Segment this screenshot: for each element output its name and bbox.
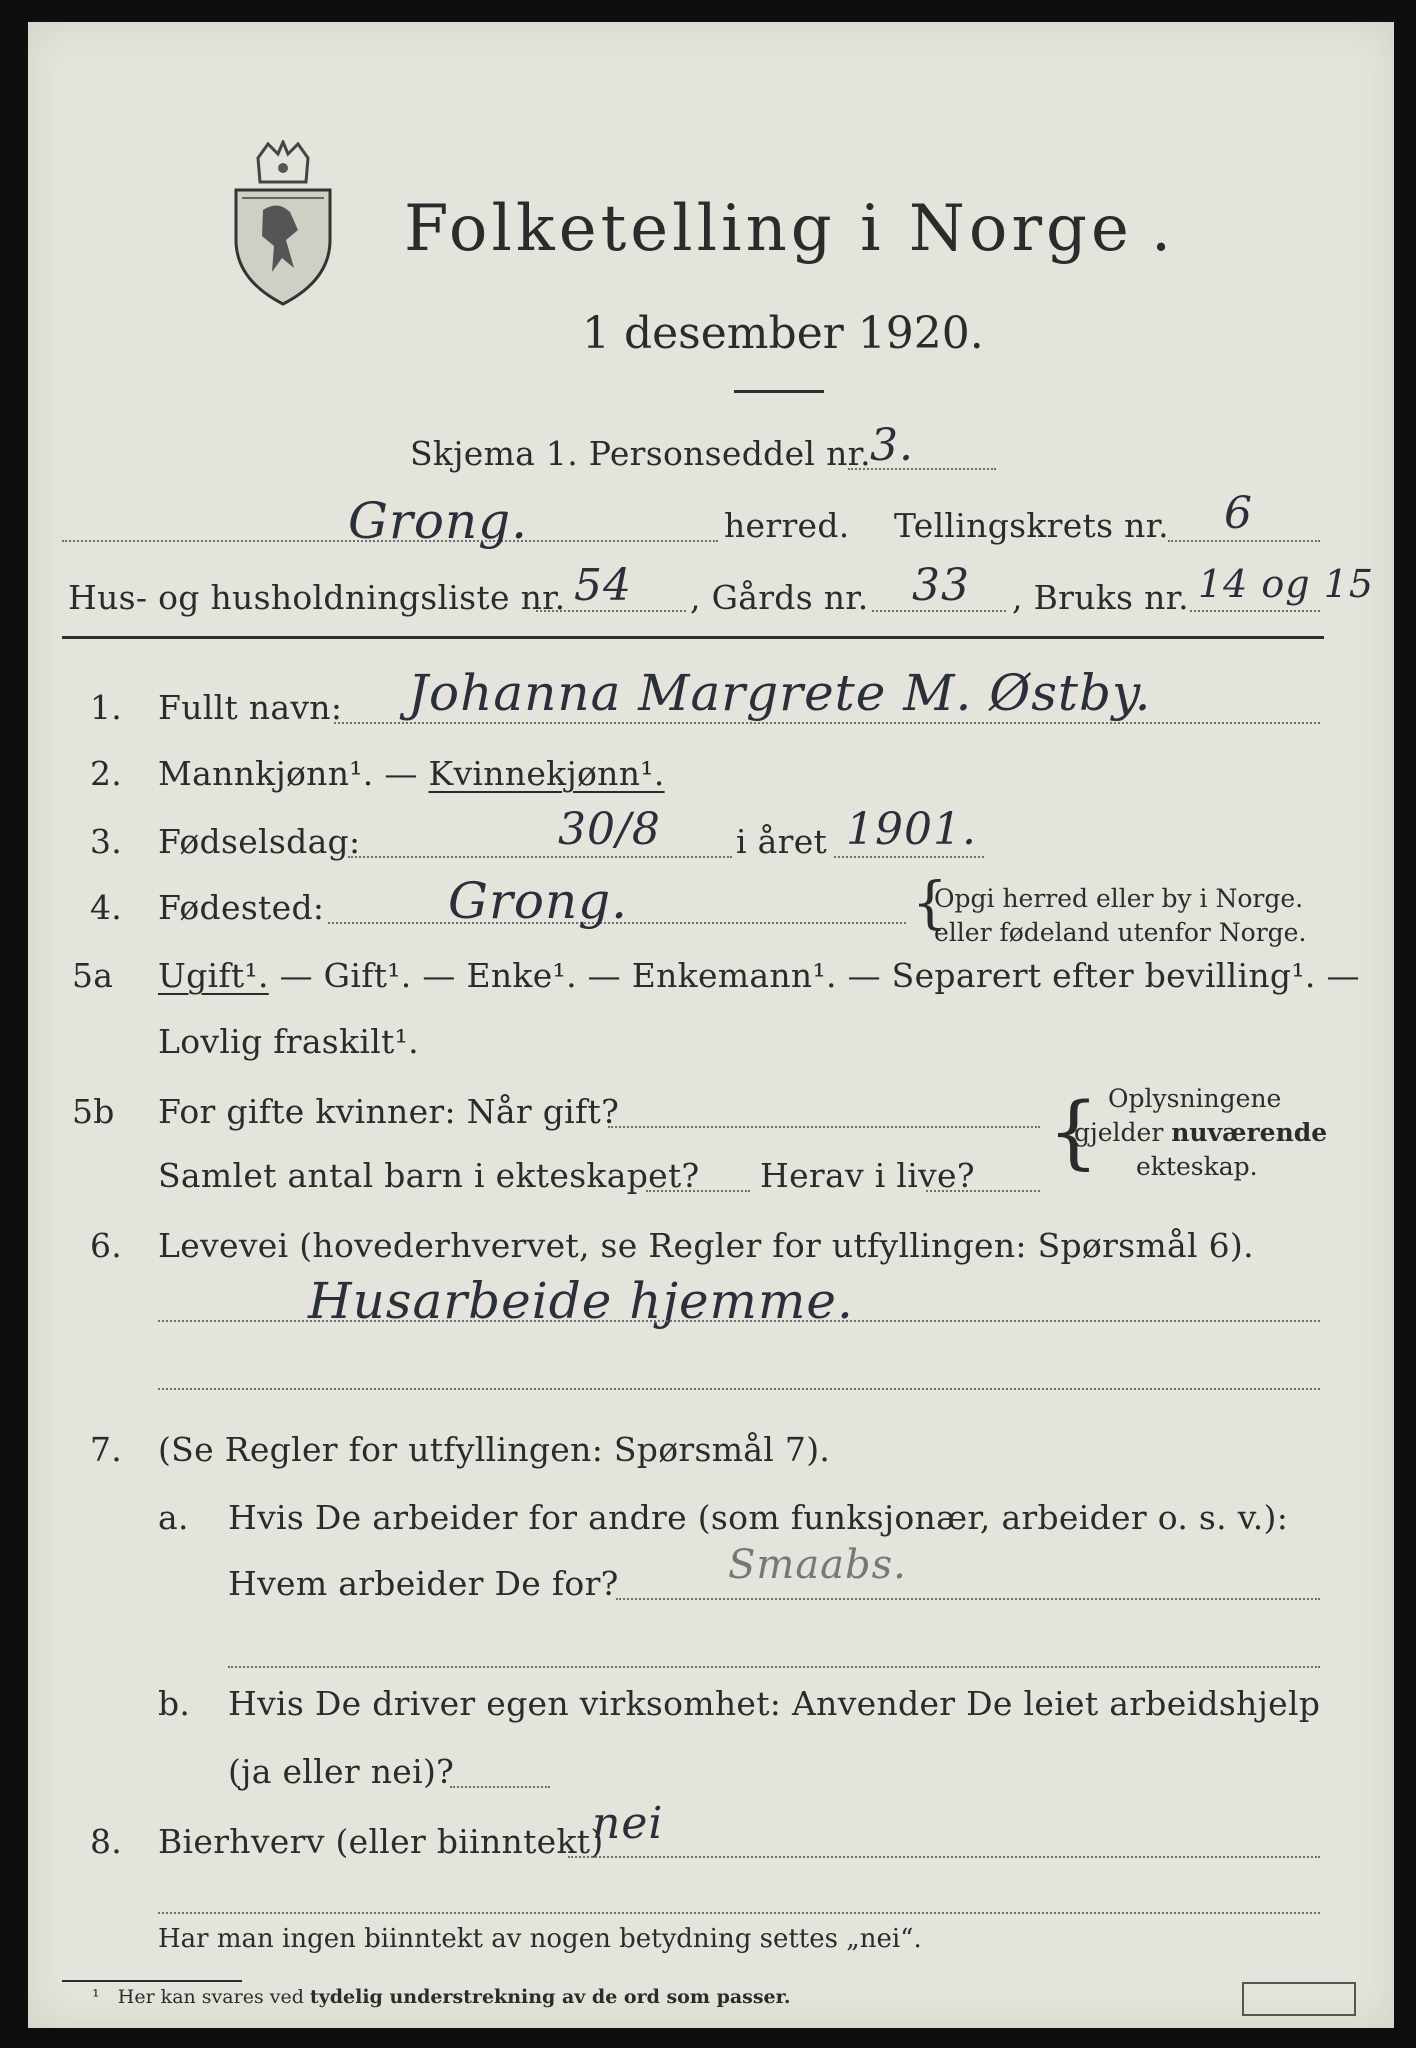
q8-number: 8. — [90, 1822, 123, 1861]
printer-stamp — [1242, 1982, 1356, 2016]
personseddel-number[interactable]: 3. — [870, 420, 914, 471]
bruks-label: , Bruks nr. — [1012, 578, 1189, 617]
footnote: ¹ Her kan svares ved tydelig understrekning av de ord som passer. — [92, 1986, 791, 2008]
census-date: 1 desember 1920. — [582, 308, 984, 359]
q7-label: (Se Regler for utfyllingen: Spørsmål 7). — [158, 1430, 831, 1469]
tellingskrets-field-line — [1168, 540, 1320, 542]
q1-number: 1. — [90, 688, 123, 727]
q5b-number: 5b — [72, 1092, 115, 1131]
married-when-field-line[interactable] — [608, 1126, 1040, 1128]
q5b-note-line3: ekteskap. — [1136, 1152, 1258, 1181]
birthday-value[interactable]: 30/8 — [558, 804, 661, 855]
q5b-brace: { — [1048, 1085, 1099, 1178]
q3-label: Fødselsdag: — [158, 822, 361, 861]
skjema-label: Skjema 1. Personseddel nr. — [410, 434, 871, 473]
coat-of-arms-icon — [228, 140, 338, 308]
gards-label: , Gårds nr. — [690, 578, 869, 617]
birthday-field-line — [348, 856, 732, 858]
bruks-value[interactable]: 14 og 15 — [1198, 562, 1375, 606]
q6-number: 6. — [90, 1226, 123, 1265]
year-label: i året — [736, 822, 828, 861]
gards-value[interactable]: 33 — [912, 560, 970, 611]
husholdningsliste-label: Hus- og husholdningsliste nr. — [68, 578, 566, 617]
q7a-letter: a. — [158, 1498, 189, 1537]
q5a-number: 5a — [72, 956, 114, 995]
marital-option-ugift[interactable]: Ugift¹. — [158, 956, 269, 995]
q7a-label-line2: Hvem arbeider De for? — [228, 1564, 619, 1603]
q7a-label-line1: Hvis De arbeider for andre (som funksjonær, arbeider o. s. v.): — [228, 1498, 1289, 1537]
q5b-note-line2: gjelder nuværende — [1074, 1118, 1328, 1147]
q7b-letter: b. — [158, 1684, 191, 1723]
full-name-value[interactable]: Johanna Margrete M. Østby. — [408, 664, 1152, 722]
footer-note: Har man ingen biinntekt av nogen betydning settes „nei“. — [158, 1924, 922, 1954]
q1-label: Fullt navn: — [158, 688, 343, 727]
gender-option-male[interactable]: Mannkjønn¹. — [158, 754, 374, 793]
occupation-value[interactable]: Husarbeide hjemme. — [308, 1272, 854, 1330]
q7-number: 7. — [90, 1430, 123, 1469]
q4-brace: { — [912, 871, 948, 936]
q5b-label-married: For gifte kvinner: Når gift? — [158, 1092, 620, 1131]
birthplace-value[interactable]: Grong. — [448, 872, 629, 930]
birth-year-value[interactable]: 1901. — [846, 804, 977, 855]
side-income-field-line — [568, 1856, 1320, 1858]
occupation-field-line-1 — [158, 1320, 1320, 1322]
marital-option-fraskilt[interactable]: Lovlig fraskilt¹. — [158, 1022, 419, 1061]
marital-status-options — [158, 956, 1360, 995]
husholdningsliste-value[interactable]: 54 — [574, 560, 632, 611]
bruks-field-line — [1190, 610, 1320, 612]
q4-label: Fødested: — [158, 888, 325, 927]
herred-label: herred. — [724, 506, 850, 545]
q2-number: 2. — [90, 754, 123, 793]
q5b-note-line1: Oplysningene — [1108, 1084, 1282, 1113]
side-income-field-line-2[interactable] — [158, 1912, 1320, 1914]
q5b-label-children: Samlet antal barn i ekteskapet? — [158, 1156, 700, 1195]
q2-dash: — — [384, 754, 418, 793]
q8-label: Bierhverv (eller biinntekt) — [158, 1822, 604, 1861]
form-title: Folketelling i Norge . — [404, 192, 1176, 266]
side-income-value[interactable]: nei — [592, 1798, 664, 1849]
header-separator — [62, 636, 1324, 639]
tellingskrets-value[interactable]: 6 — [1224, 488, 1253, 539]
tellingskrets-label: Tellingskrets nr. — [894, 506, 1169, 545]
employer-value[interactable]: Smaabs. — [728, 1542, 907, 1588]
q5b-label-alive: Herav i live? — [760, 1156, 975, 1195]
q7b-label-line2: (ja eller nei)? — [228, 1752, 455, 1791]
q7b-label-line1: Hvis De driver egen virksomhet: Anvender De leiet arbeidshjelp — [228, 1684, 1321, 1723]
q4-number: 4. — [90, 888, 123, 927]
employer-field-line-2[interactable] — [228, 1666, 1320, 1668]
children-alive-field-line[interactable] — [926, 1190, 1040, 1192]
title-divider — [734, 390, 824, 393]
year-field-line — [834, 856, 984, 858]
gender-option-female[interactable]: Kvinnekjønn¹. — [428, 754, 665, 793]
census-form-page — [28, 22, 1394, 2028]
marital-options-rest[interactable]: — Gift¹. — Enke¹. — Enkemann¹. — Separert efter bevilling¹. — — [279, 956, 1360, 995]
occupation-field-line-2[interactable] — [158, 1388, 1320, 1390]
q3-number: 3. — [90, 822, 123, 861]
q6-label: Levevei (hovederhvervet, se Regler for utfyllingen: Spørsmål 6). — [158, 1226, 1254, 1265]
hired-help-field-line[interactable] — [450, 1786, 550, 1788]
footnote-rule — [62, 1980, 242, 1982]
children-count-field-line[interactable] — [646, 1190, 750, 1192]
herred-value[interactable]: Grong. — [348, 492, 529, 550]
q2-options — [158, 754, 665, 793]
employer-field-line — [616, 1598, 1320, 1600]
q1-field-line — [334, 722, 1320, 724]
q4-note-line2: eller fødeland utenfor Norge. — [934, 918, 1307, 947]
q4-note-line1: Opgi herred eller by i Norge. — [934, 884, 1304, 913]
